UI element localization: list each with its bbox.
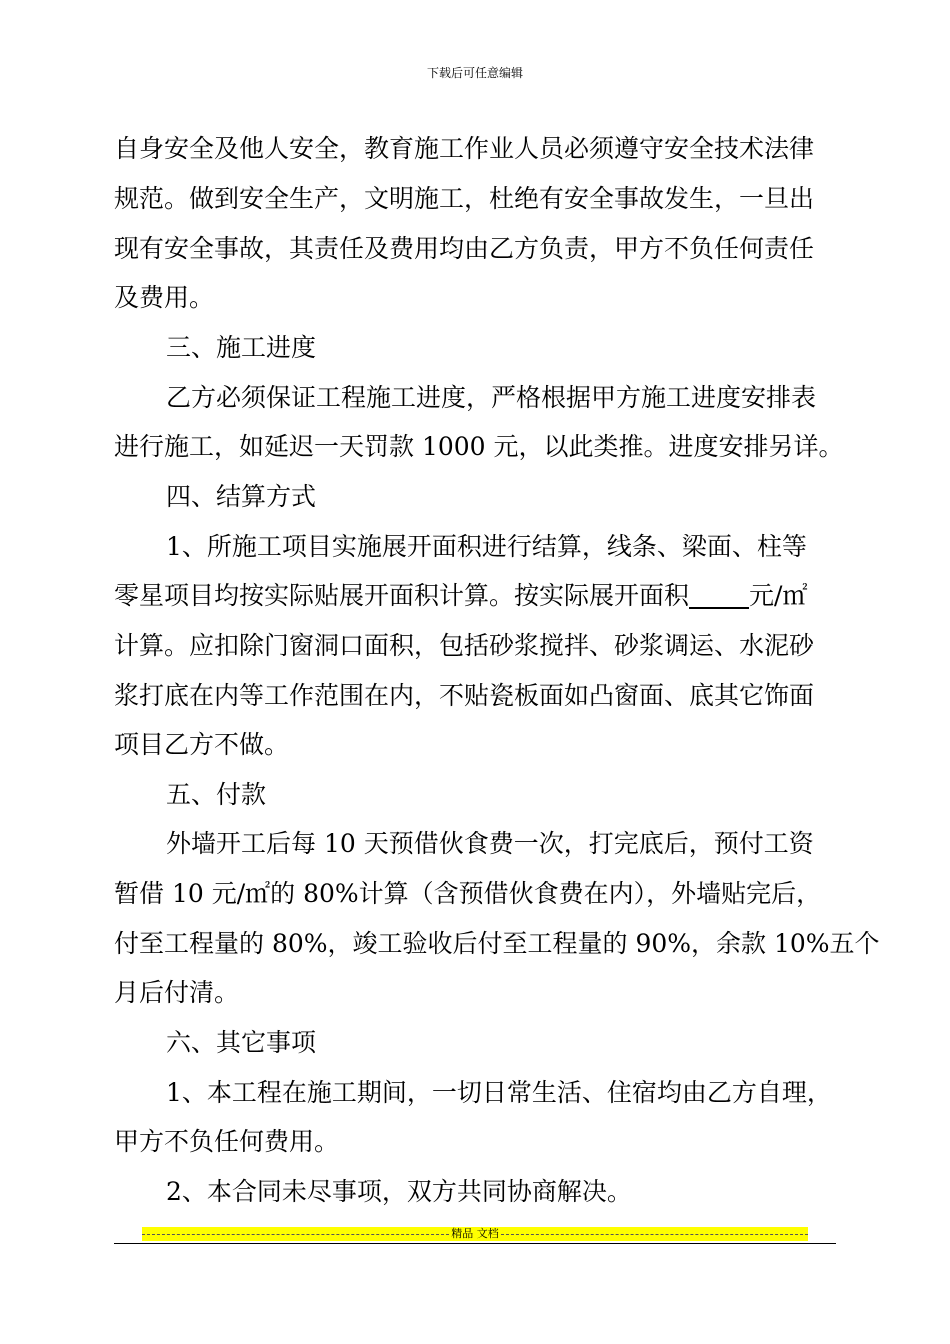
footer-banner: [142, 1227, 808, 1241]
footer-dash-left: [142, 1234, 449, 1235]
paragraph-line: 规范。做到安全生产，文明施工，杜绝有安全事故发生，一旦出: [114, 184, 815, 213]
paragraph-line: 及费用。: [114, 283, 215, 312]
page-header: 下载后可任意编辑: [426, 66, 523, 80]
paragraph-line: 1、所施工项目实施展开面积进行结算，线条、梁面、柱等: [166, 532, 807, 561]
paragraph-line: 2、本合同未尽事项，双方共同协商解决。: [166, 1177, 632, 1206]
section-heading: 六、其它事项: [166, 1028, 317, 1057]
paragraph-line: 项目乙方不做。: [114, 730, 290, 759]
footer-rule: [114, 1243, 836, 1244]
paragraph-line: 付至工程量的 80%，竣工验收后付至工程量的 90%，余款 10%五个: [114, 929, 880, 958]
line-text: 零星项目均按实际贴展开面积计算。按实际展开面积: [114, 581, 690, 610]
footer-dash-right: [501, 1234, 808, 1235]
fill-in-blank: [689, 581, 749, 609]
paragraph-line: 乙方必须保证工程施工进度，严格根据甲方施工进度安排表: [166, 383, 817, 412]
footer-label: 精品 文档: [451, 1227, 499, 1240]
unit-text: 元/㎡: [749, 581, 808, 610]
paragraph-line: 现有安全事故，其责任及费用均由乙方负责，甲方不负任何责任: [114, 234, 815, 263]
paragraph-line: 1、本工程在施工期间，一切日常生活、住宿均由乙方自理，: [166, 1078, 832, 1107]
paragraph-line: 浆打底在内等工作范围在内，不贴瓷板面如凸窗面、底其它饰面: [114, 681, 815, 710]
paragraph-line: 月后付清。: [114, 978, 240, 1007]
paragraph-line: 计算。应扣除门窗洞口面积，包括砂浆搅拌、砂浆调运、水泥砂: [114, 631, 815, 660]
paragraph-line: 自身安全及他人安全，教育施工作业人员必须遵守安全技术法律: [114, 134, 815, 163]
paragraph-line: 甲方不负任何费用。: [114, 1127, 340, 1156]
paragraph-line: 暂借 10 元/㎡的 80%计算（含预借伙食费在内），外墙贴完后，: [114, 879, 822, 908]
section-heading: 四、结算方式: [166, 482, 317, 511]
paragraph-line: 进行施工，如延迟一天罚款 1000 元，以此类推。进度安排另详。: [114, 432, 844, 461]
paragraph-line-with-blank: [114, 581, 807, 611]
section-heading: 五、付款: [166, 780, 267, 809]
section-heading: 三、施工进度: [166, 333, 317, 362]
paragraph-line: 外墙开工后每 10 天预借伙食费一次，打完底后，预付工资: [166, 829, 814, 858]
